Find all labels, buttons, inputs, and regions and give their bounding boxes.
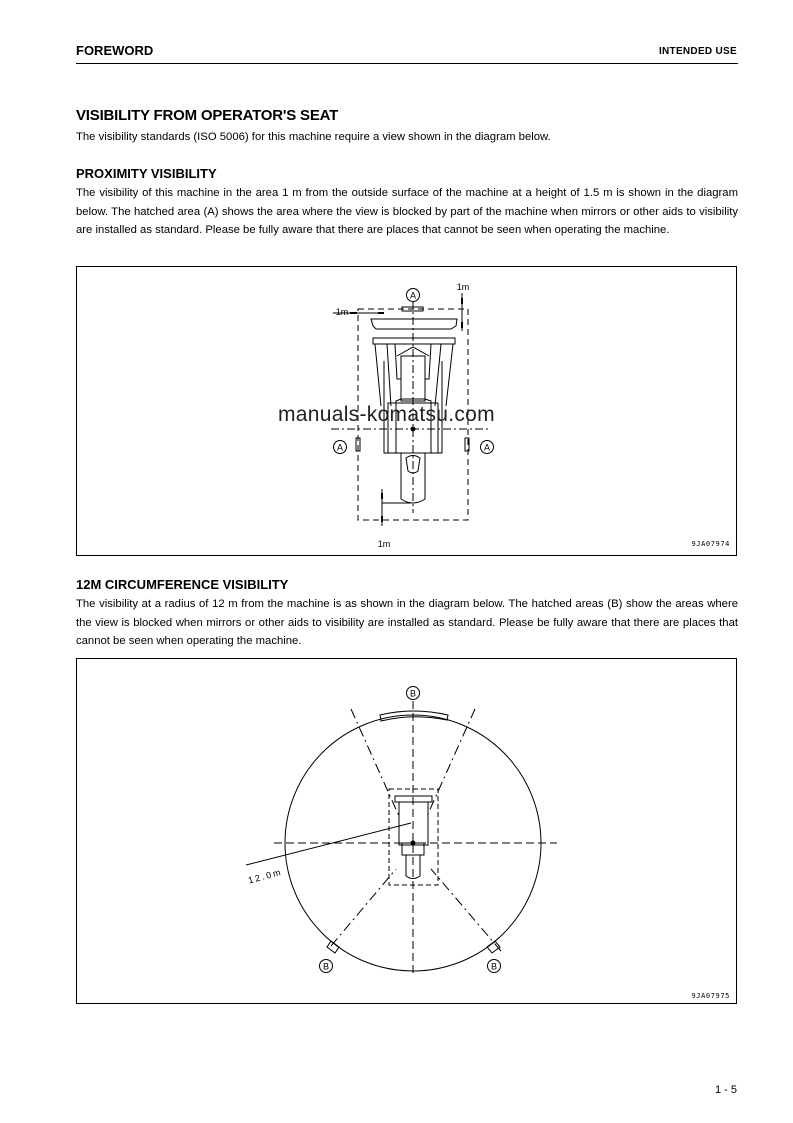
label-b-top: B: [409, 688, 417, 699]
label-a-top: A: [409, 290, 417, 301]
blade: [371, 319, 457, 329]
blade-frame: [373, 338, 455, 344]
figure-code: 9JA07975: [691, 992, 730, 1000]
label-b-right: B: [490, 961, 498, 972]
dim-1m-rear: 1m: [377, 539, 391, 549]
page-title: VISIBILITY FROM OPERATOR'S SEAT: [76, 107, 339, 124]
header-section: FOREWORD: [76, 43, 154, 58]
label-a-right: A: [483, 442, 491, 453]
header-rule: [76, 63, 738, 64]
circumference-figure: [76, 658, 737, 1004]
watermark: manuals-komatsu.com: [278, 403, 495, 426]
proximity-text: The visibility of this machine in the area 1 m from the outside surface of the machine at a height of 1.5 m is shown in the diagram below. The hatched area (A) shows the area where the view is blocked by part of the machine when mirrors or other aids to visibility are installed as standard. Please be fully aware that there are places that cannot be seen when operating the machine.: [76, 187, 738, 237]
header-chapter: INTENDED USE: [658, 46, 737, 57]
proximity-heading: PROXIMITY VISIBILITY: [76, 166, 217, 181]
hatched-area-b-left: [327, 941, 339, 953]
dim-1m-front: 1m: [456, 282, 470, 292]
figure-code: 9JA07974: [691, 540, 730, 548]
radius-label: 12.0m: [247, 866, 284, 886]
intro-text: The visibility standards (ISO 5006) for this machine require a view shown in the diagram below.: [76, 131, 551, 143]
hatched-area-b-top: [380, 711, 448, 721]
circumference-diagram: [77, 659, 738, 1005]
page-number: 1 - 5: [714, 1084, 737, 1096]
label-b-left: B: [322, 961, 330, 972]
label-a-left: A: [336, 442, 344, 453]
circumference-heading: 12M CIRCUMFERENCE VISIBILITY: [76, 577, 289, 592]
circumference-text: The visibility at a radius of 12 m from the machine is as shown in the diagram below. The hatched areas (B) show the areas where the view is blocked when mirrors or other aids to visibility are installed as standard. Please be fully aware that there are places that cannot be seen when operating the machine.: [76, 598, 738, 648]
dim-1m-side: 1m: [335, 307, 349, 317]
